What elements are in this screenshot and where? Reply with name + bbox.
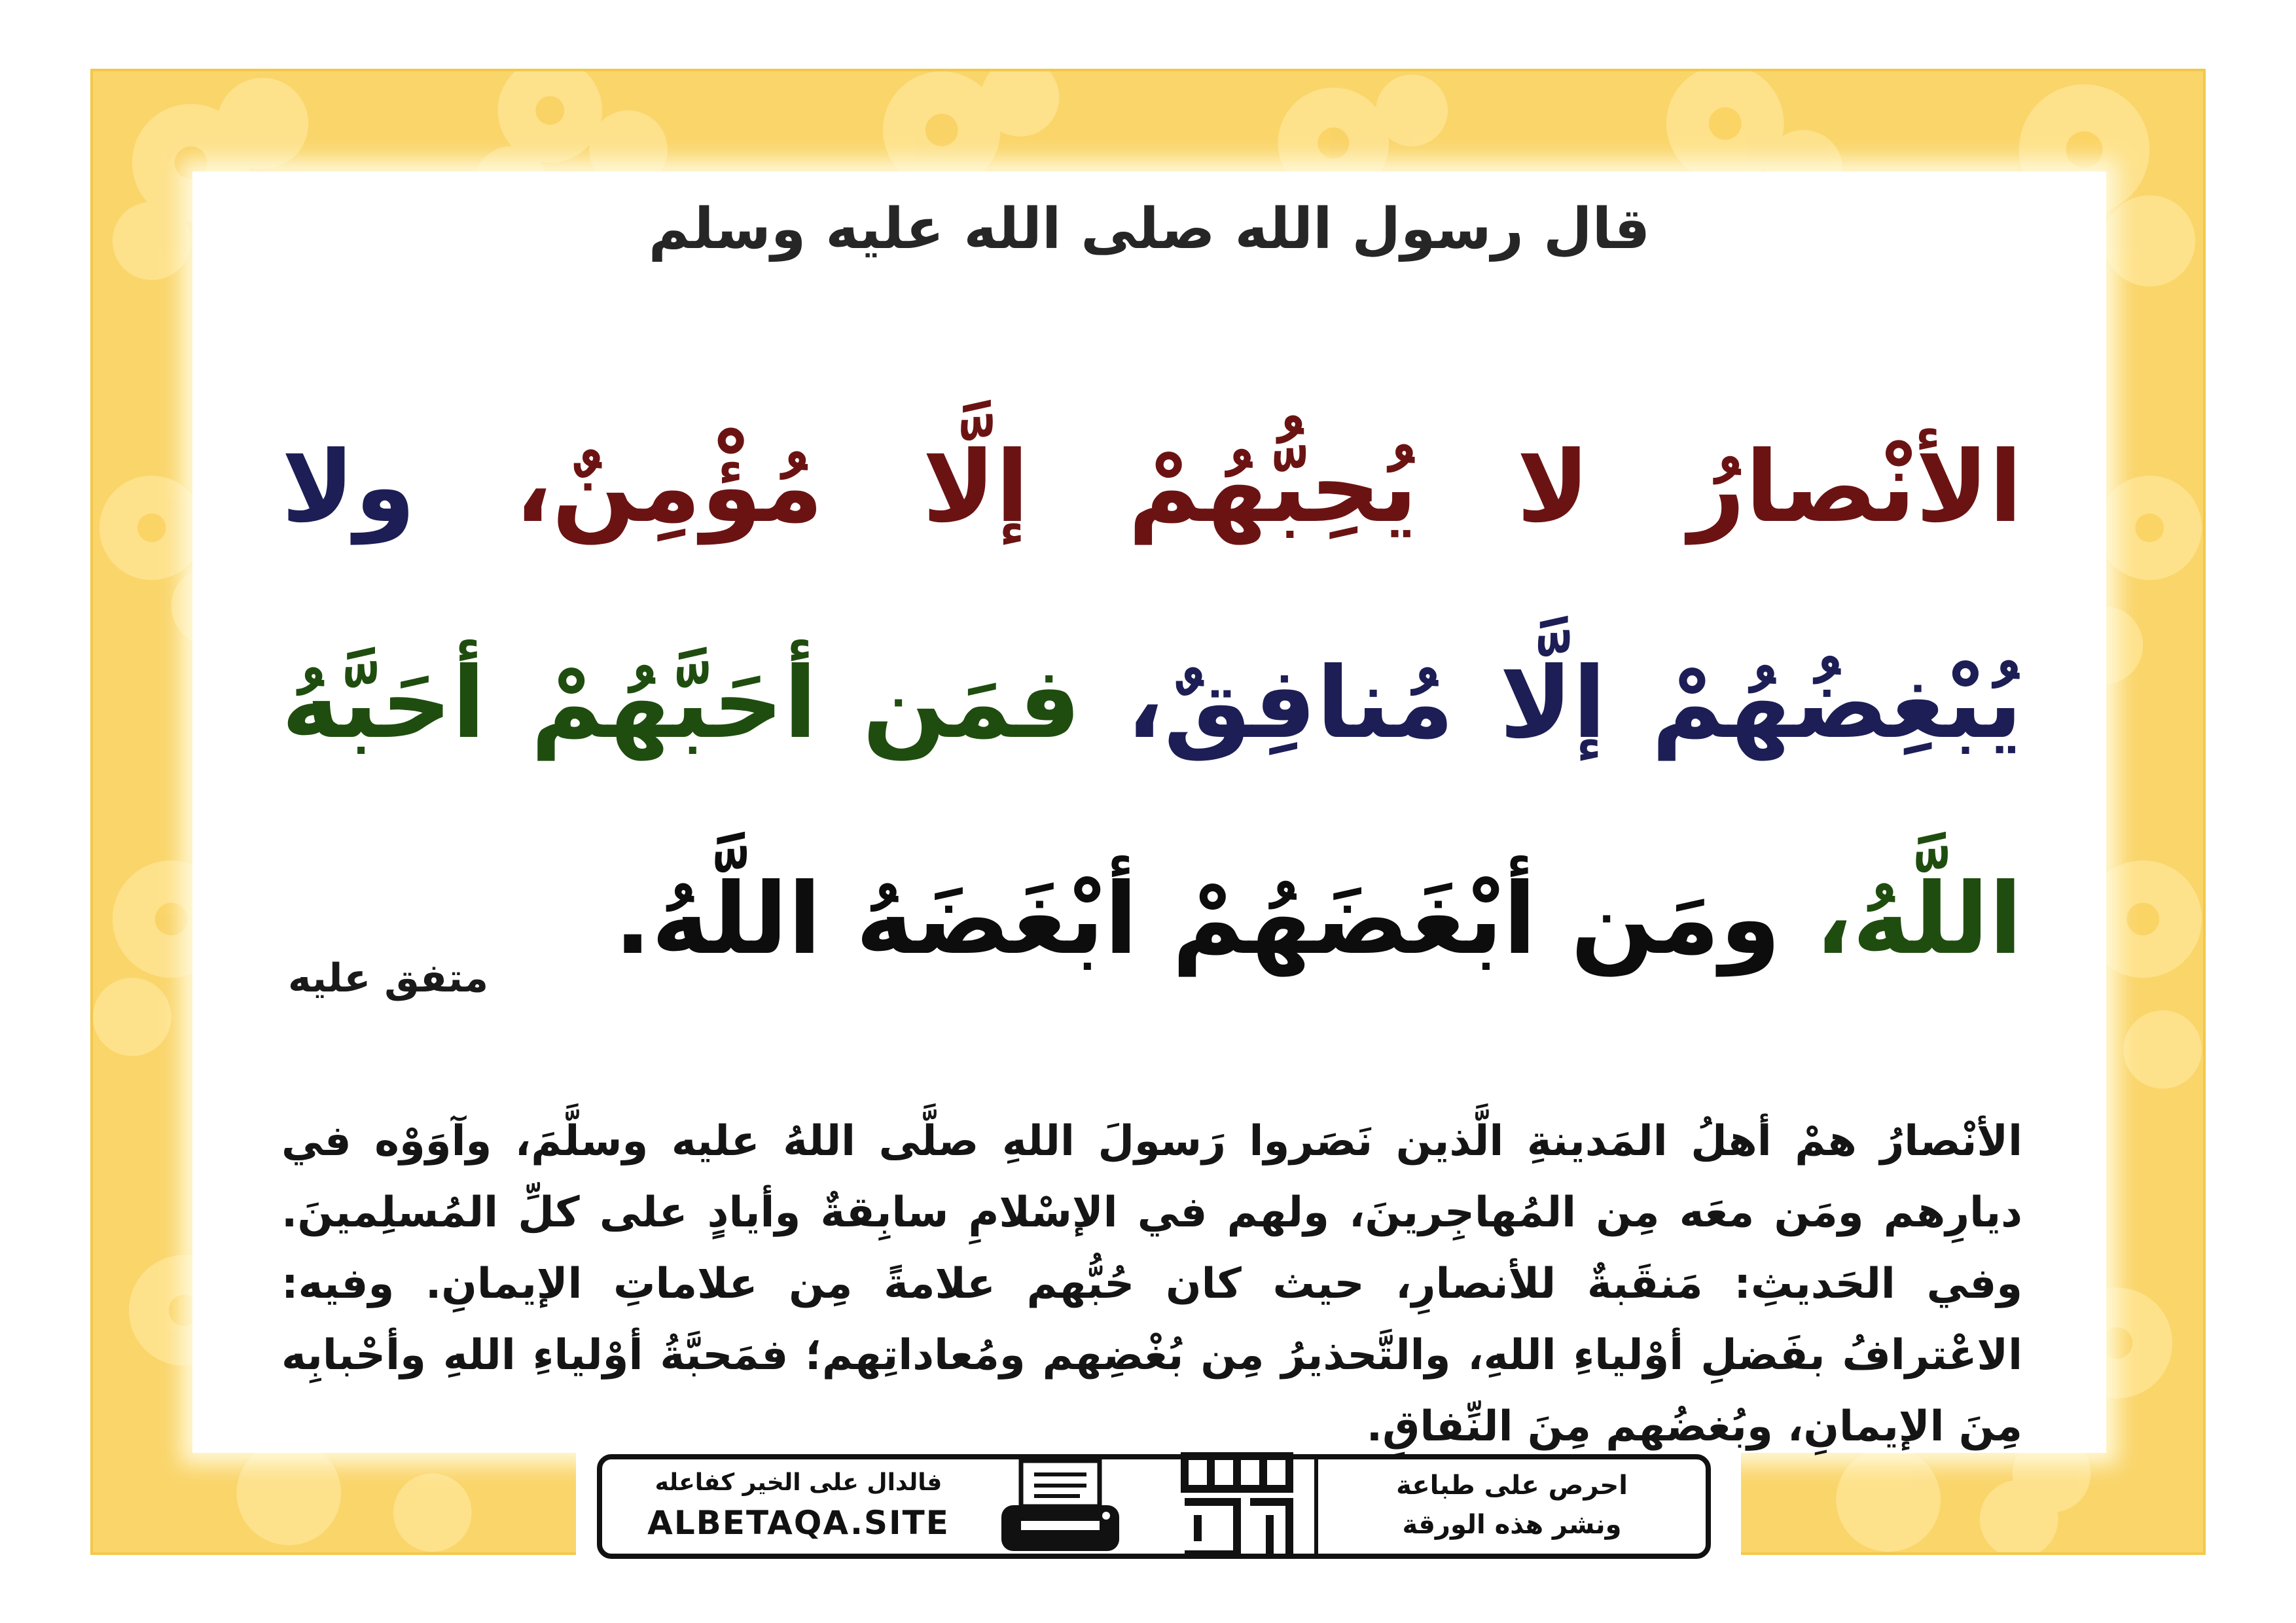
hadith-segment-3: فمَن أحَبَّهُمْ أحَبَّهُ اللَّهُ، (281, 647, 2022, 976)
printer-icon (995, 1458, 1126, 1556)
logo-icon (1172, 1450, 1302, 1563)
notice-line-1: احرص على طباعة (1396, 1471, 1628, 1501)
notice-line-2: ونشر هذه الورقة (1402, 1510, 1622, 1540)
commentary-text: الأنْصارُ همْ أهلُ المَدينةِ الَّذين نَصَروا رَسولَ اللهِ صلَّى اللهُ عليه وسلَّمَ، وآوَوْه في ديارِهم ومَن معَه مِن المُهاجِرينَ، ولهم في الإسْلامِ سابِقةٌ وأيادٍ على كلِّ المُسلِمينَ. وفي الحَديثِ: مَنقَبةٌ للأنصارِ، حيث كان حُبُّهم علامةً مِن علاماتِ الإيمانِ. وفيه: الاعْترافُ بفَضلِ أوْلياءِ اللهِ، والتَّحذيرُ مِن بُغْضِهم ومُعاداتِهم؛ فمَحبَّةُ أوْلياءِ اللهِ وأحْبابِه مِنَ الإيمانِ، وبُغضُهم مِنَ النِّفاقِ. (281, 1117, 2022, 1451)
footer-divider (1314, 1459, 1318, 1554)
page-title: قال رسول الله صلى الله عليه وسلم (648, 196, 1651, 262)
site-block (612, 1463, 985, 1548)
hadith-segment-4: ومَن أبْغَضَهُمْ أبْغَضَهُ اللَّهُ. (614, 863, 1781, 976)
site-url-link[interactable]: ALBETAQA.SITE (647, 1504, 950, 1542)
hadith-source: متفق عليه (288, 955, 489, 1001)
hadith-text (281, 380, 2022, 1027)
hadith-segment-1: الأنْصارُ لا يُحِبُّهُمْ إلَّا مُؤْمِنٌ، (415, 431, 2022, 544)
print-notice (1329, 1466, 1695, 1544)
site-slogan: فالدال على الخير كفاعله (655, 1469, 942, 1496)
hadith-segment-2: ولا يُبْغِضُهُمْ إلَّا مُنافِقٌ، (281, 431, 2022, 760)
